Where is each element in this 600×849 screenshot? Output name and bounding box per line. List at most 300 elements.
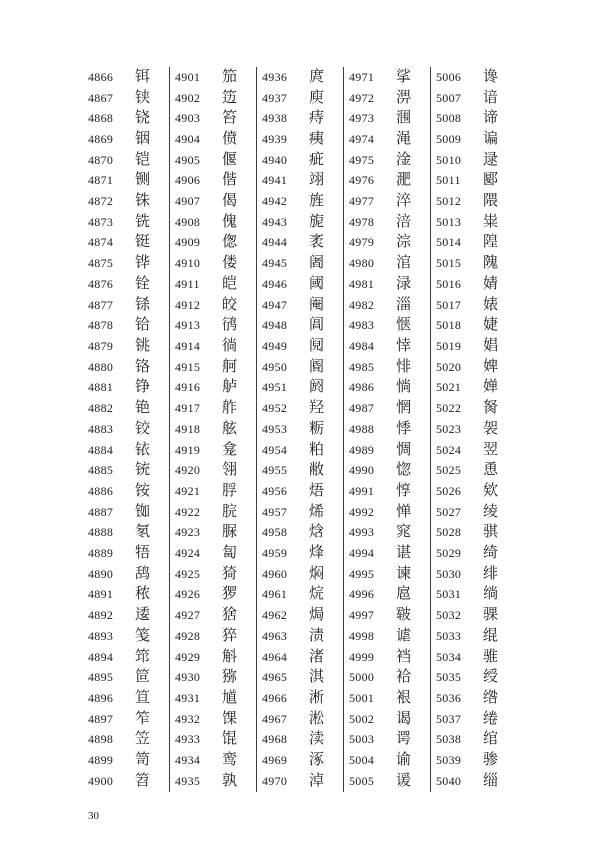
entry-character: 绻: [483, 710, 499, 727]
entry-character: 匐: [222, 545, 238, 562]
entry-number: 4908: [175, 214, 201, 229]
table-row: [344, 585, 430, 606]
entry-character: 婊: [483, 296, 499, 313]
entry-character: 惮: [396, 503, 412, 520]
entry-character: 烯: [309, 503, 325, 520]
table-row: [431, 626, 518, 647]
entry-number: 4985: [349, 359, 375, 374]
entry-character: 婢: [483, 358, 499, 375]
entry-number: 4918: [175, 421, 201, 436]
entry-number: 4963: [262, 628, 288, 643]
table-row: [257, 233, 343, 254]
entry-character: 斛: [222, 648, 238, 665]
entry-number: 4893: [88, 628, 114, 643]
entry-character: 缁: [483, 772, 499, 789]
table-row: [257, 688, 343, 709]
entry-character: 铱: [135, 441, 151, 458]
table-row: [83, 253, 169, 274]
table-row: [344, 730, 430, 751]
table-row: [344, 750, 430, 771]
table-row: [344, 647, 430, 668]
entry-character: 惝: [396, 379, 412, 396]
entry-number: 4974: [349, 131, 375, 146]
table-row: [257, 605, 343, 626]
entry-character: 铠: [135, 151, 151, 168]
entry-character: 笤: [135, 772, 151, 789]
entry-character: 逶: [135, 607, 151, 624]
entry-number: 4973: [349, 111, 375, 126]
table-row: [431, 150, 518, 171]
entry-character: 皑: [222, 275, 238, 292]
entry-number: 4945: [262, 256, 288, 271]
entry-character: 龛: [222, 441, 238, 458]
entry-character: 骖: [483, 752, 499, 769]
entry-number: 4941: [262, 173, 288, 188]
entry-number: 4906: [175, 173, 201, 188]
table-row: [257, 336, 343, 357]
entry-character: 隍: [483, 234, 499, 251]
entry-number: 4900: [88, 773, 114, 788]
entry-character: 铒: [135, 68, 151, 85]
table-row: [344, 481, 430, 502]
entry-character: 淅: [309, 689, 325, 706]
entry-number: 4878: [88, 318, 114, 333]
table-row: [170, 626, 256, 647]
entry-character: 悻: [396, 337, 412, 354]
table-row: [170, 750, 256, 771]
entry-character: 笸: [135, 669, 151, 686]
table-row: [170, 336, 256, 357]
table-row: [83, 108, 169, 129]
table-row: [257, 378, 343, 399]
table-row: [170, 502, 256, 523]
entry-character: 馄: [222, 731, 238, 748]
entry-number: 4936: [262, 69, 288, 84]
entry-number: 4927: [175, 608, 201, 623]
entry-number: 5028: [436, 525, 462, 540]
entry-number: 5020: [436, 359, 462, 374]
entry-character: 秾: [135, 586, 151, 603]
entry-character: 偕: [222, 172, 238, 189]
table-row: [83, 336, 169, 357]
table-row: [257, 398, 343, 419]
table-row: [83, 605, 169, 626]
table-column-4: [344, 67, 431, 792]
entry-character: 铮: [135, 379, 151, 396]
table-row: [170, 67, 256, 88]
table-row: [431, 502, 518, 523]
entry-number: 4891: [88, 587, 114, 602]
table-row: [344, 460, 430, 481]
entry-number: 4992: [349, 504, 375, 519]
table-row: [344, 709, 430, 730]
table-row: [170, 564, 256, 585]
table-row: [431, 522, 518, 543]
table-row: [344, 191, 430, 212]
table-row: [83, 419, 169, 440]
entry-number: 5008: [436, 111, 462, 126]
entry-number: 4988: [349, 421, 375, 436]
entry-number: 4972: [349, 90, 375, 105]
entry-number: 4886: [88, 483, 114, 498]
table-row: [83, 88, 169, 109]
table-row: [431, 750, 518, 771]
entry-character: 铬: [135, 358, 151, 375]
entry-character: 阉: [309, 296, 325, 313]
table-row: [170, 295, 256, 316]
entry-number: 4868: [88, 111, 114, 126]
entry-number: 4959: [262, 546, 288, 561]
table-row: [344, 688, 430, 709]
table-row: [83, 191, 169, 212]
entry-number: 5024: [436, 442, 462, 457]
entry-character: 猗: [222, 565, 238, 582]
char-table: [83, 67, 518, 792]
table-row: [170, 398, 256, 419]
entry-number: 4903: [175, 111, 201, 126]
entry-number: 5029: [436, 546, 462, 561]
entry-character: 铳: [135, 462, 151, 479]
entry-number: 4944: [262, 235, 288, 250]
entry-character: 惘: [396, 400, 412, 417]
entry-number: 4866: [88, 69, 114, 84]
table-row: [344, 378, 430, 399]
entry-number: 5014: [436, 235, 462, 250]
table-row: [170, 378, 256, 399]
table-row: [83, 730, 169, 751]
entry-number: 4873: [88, 214, 114, 229]
table-row: [257, 647, 343, 668]
entry-character: 翊: [309, 172, 325, 189]
entry-character: 舻: [222, 379, 238, 396]
table-row: [431, 315, 518, 336]
entry-character: 淦: [396, 151, 412, 168]
entry-character: 焐: [309, 482, 325, 499]
table-row: [431, 585, 518, 606]
entry-character: 痔: [309, 110, 325, 127]
entry-character: 裉: [396, 689, 412, 706]
table-row: [431, 564, 518, 585]
table-row: [344, 502, 430, 523]
entry-number: 4997: [349, 608, 375, 623]
entry-character: 涫: [396, 255, 412, 272]
entry-character: 婵: [483, 379, 499, 396]
entry-character: 渌: [396, 275, 412, 292]
table-row: [257, 440, 343, 461]
entry-character: 惚: [396, 462, 412, 479]
entry-number: 4897: [88, 711, 114, 726]
entry-character: 羟: [309, 400, 325, 417]
table-row: [257, 750, 343, 771]
entry-character: 谖: [396, 772, 412, 789]
entry-character: 阈: [309, 275, 325, 292]
entry-character: 袷: [396, 669, 412, 686]
entry-character: 敝: [309, 462, 325, 479]
table-row: [431, 460, 518, 481]
entry-character: 谛: [483, 110, 499, 127]
entry-character: 舴: [222, 400, 238, 417]
entry-character: 阇: [309, 255, 325, 272]
entry-character: 淖: [309, 772, 325, 789]
entry-character: 铙: [135, 110, 151, 127]
table-row: [257, 357, 343, 378]
entry-number: 4957: [262, 504, 288, 519]
entry-character: 渑: [396, 130, 412, 147]
entry-number: 5007: [436, 90, 462, 105]
entry-character: 淬: [396, 193, 412, 210]
entry-number: 4892: [88, 608, 114, 623]
entry-character: 笪: [135, 689, 151, 706]
entry-character: 窕: [396, 524, 412, 541]
entry-character: 粜: [483, 213, 499, 230]
entry-number: 4943: [262, 214, 288, 229]
entry-number: 5034: [436, 649, 462, 664]
entry-number: 4916: [175, 380, 201, 395]
entry-character: 铗: [135, 89, 151, 106]
entry-character: 铟: [135, 130, 151, 147]
table-row: [431, 771, 518, 792]
entry-character: 偬: [222, 234, 238, 251]
table-row: [170, 150, 256, 171]
table-row: [83, 750, 169, 771]
entry-number: 5033: [436, 628, 462, 643]
entry-character: 谑: [396, 627, 412, 644]
table-row: [344, 667, 430, 688]
entry-number: 4975: [349, 152, 375, 167]
entry-number: 4980: [349, 256, 375, 271]
table-row: [257, 667, 343, 688]
entry-number: 5035: [436, 670, 462, 685]
entry-number: 5000: [349, 670, 375, 685]
entry-character: 阋: [309, 337, 325, 354]
entry-number: 4979: [349, 235, 375, 250]
table-row: [344, 67, 430, 88]
entry-number: 4901: [175, 69, 201, 84]
table-row: [170, 315, 256, 336]
entry-number: 4885: [88, 463, 114, 478]
entry-character: 惇: [396, 482, 412, 499]
table-row: [170, 274, 256, 295]
entry-number: 4958: [262, 525, 288, 540]
table-row: [431, 67, 518, 88]
entry-character: 绾: [483, 731, 499, 748]
entry-character: 铤: [135, 234, 151, 251]
entry-number: 5002: [349, 711, 375, 726]
entry-character: 娼: [483, 337, 499, 354]
entry-character: 绺: [483, 689, 499, 706]
table-row: [257, 67, 343, 88]
entry-number: 4981: [349, 276, 375, 291]
entry-number: 4898: [88, 732, 114, 747]
entry-number: 4986: [349, 380, 375, 395]
entry-number: 4876: [88, 276, 114, 291]
entry-number: 5021: [436, 380, 462, 395]
entry-number: 5031: [436, 587, 462, 602]
entry-character: 笳: [222, 68, 238, 85]
entry-number: 4953: [262, 421, 288, 436]
entry-number: 5006: [436, 69, 462, 84]
entry-character: 铨: [135, 275, 151, 292]
entry-character: 骒: [483, 607, 499, 624]
entry-number: 5015: [436, 256, 462, 271]
table-row: [344, 150, 430, 171]
entry-character: 粝: [309, 420, 325, 437]
table-row: [257, 502, 343, 523]
entry-character: 笞: [222, 110, 238, 127]
entry-number: 4887: [88, 504, 114, 519]
entry-number: 4875: [88, 256, 114, 271]
entry-character: 涪: [396, 213, 412, 230]
entry-character: 绶: [483, 669, 499, 686]
entry-number: 4894: [88, 649, 114, 664]
entry-number: 4913: [175, 318, 201, 333]
table-row: [257, 88, 343, 109]
table-row: [257, 150, 343, 171]
entry-number: 4967: [262, 711, 288, 726]
table-row: [257, 730, 343, 751]
table-row: [257, 274, 343, 295]
table-row: [344, 253, 430, 274]
entry-character: 烽: [309, 545, 325, 562]
entry-character: 扈: [396, 586, 412, 603]
entry-character: 裆: [396, 648, 412, 665]
entry-number: 4882: [88, 401, 114, 416]
entry-number: 5027: [436, 504, 462, 519]
entry-character: 焗: [309, 607, 325, 624]
entry-number: 4970: [262, 773, 288, 788]
entry-number: 4915: [175, 359, 201, 374]
entry-character: 猞: [222, 607, 238, 624]
entry-number: 4942: [262, 194, 288, 209]
entry-number: 5016: [436, 276, 462, 291]
table-row: [83, 295, 169, 316]
entry-character: 骐: [483, 524, 499, 541]
entry-character: 翌: [483, 441, 499, 458]
entry-number: 4996: [349, 587, 375, 602]
entry-number: 4977: [349, 194, 375, 209]
entry-number: 4931: [175, 690, 201, 705]
entry-number: 4869: [88, 131, 114, 146]
table-row: [83, 647, 169, 668]
table-row: [83, 502, 169, 523]
entry-number: 5040: [436, 773, 462, 788]
entry-character: 谙: [483, 89, 499, 106]
entry-number: 5025: [436, 463, 462, 478]
table-row: [83, 585, 169, 606]
table-row: [431, 357, 518, 378]
table-row: [83, 688, 169, 709]
table-row: [83, 67, 169, 88]
table-row: [83, 771, 169, 792]
entry-number: 5005: [349, 773, 375, 788]
entry-number: 4999: [349, 649, 375, 664]
table-row: [344, 626, 430, 647]
entry-number: 4895: [88, 670, 114, 685]
entry-character: 绱: [483, 586, 499, 603]
table-row: [170, 771, 256, 792]
entry-number: 4867: [88, 90, 114, 105]
entry-number: 4899: [88, 753, 114, 768]
table-row: [170, 730, 256, 751]
table-row: [431, 398, 518, 419]
entry-number: 4884: [88, 442, 114, 457]
entry-number: 4926: [175, 587, 201, 602]
entry-number: 4982: [349, 297, 375, 312]
entry-character: 铫: [135, 337, 151, 354]
entry-number: 4932: [175, 711, 201, 726]
table-row: [257, 460, 343, 481]
entry-character: 铵: [135, 482, 151, 499]
table-row: [83, 564, 169, 585]
table-row: [83, 315, 169, 336]
entry-character: 舷: [222, 420, 238, 437]
table-row: [170, 543, 256, 564]
entry-number: 4955: [262, 463, 288, 478]
table-row: [83, 460, 169, 481]
table-row: [83, 440, 169, 461]
entry-character: 绲: [483, 627, 499, 644]
entry-character: 笾: [222, 89, 238, 106]
entry-character: 旌: [309, 193, 325, 210]
entry-number: 4917: [175, 401, 201, 416]
table-row: [431, 171, 518, 192]
table-row: [257, 191, 343, 212]
table-row: [83, 274, 169, 295]
entry-character: 牾: [135, 545, 151, 562]
table-row: [83, 378, 169, 399]
entry-character: 焓: [309, 524, 325, 541]
entry-number: 4924: [175, 546, 201, 561]
entry-number: 4919: [175, 442, 201, 457]
table-row: [83, 171, 169, 192]
table-row: [431, 419, 518, 440]
table-row: [257, 295, 343, 316]
entry-character: 谗: [483, 68, 499, 85]
entry-character: 铣: [135, 213, 151, 230]
table-row: [431, 688, 518, 709]
entry-number: 4933: [175, 732, 201, 747]
entry-number: 4925: [175, 566, 201, 581]
entry-number: 4976: [349, 173, 375, 188]
entry-number: 4964: [262, 649, 288, 664]
table-row: [431, 233, 518, 254]
table-row: [170, 191, 256, 212]
entry-number: 5012: [436, 194, 462, 209]
entry-character: 谕: [396, 752, 412, 769]
table-row: [170, 522, 256, 543]
entry-character: 婕: [483, 317, 499, 334]
entry-character: 皲: [396, 607, 412, 624]
table-row: [170, 357, 256, 378]
entry-character: 绫: [483, 503, 499, 520]
entry-number: 4896: [88, 690, 114, 705]
entry-character: 胬: [483, 400, 499, 417]
entry-number: 4950: [262, 359, 288, 374]
entry-number: 5013: [436, 214, 462, 229]
table-row: [257, 585, 343, 606]
entry-character: 逯: [483, 151, 499, 168]
entry-number: 4923: [175, 525, 201, 540]
entry-number: 5022: [436, 401, 462, 416]
entry-character: 谒: [396, 710, 412, 727]
table-row: [344, 419, 430, 440]
entry-number: 4954: [262, 442, 288, 457]
entry-character: 庹: [309, 68, 325, 85]
table-row: [431, 730, 518, 751]
table-row: [344, 398, 430, 419]
entry-character: 阍: [309, 358, 325, 375]
entry-character: 徜: [222, 337, 238, 354]
